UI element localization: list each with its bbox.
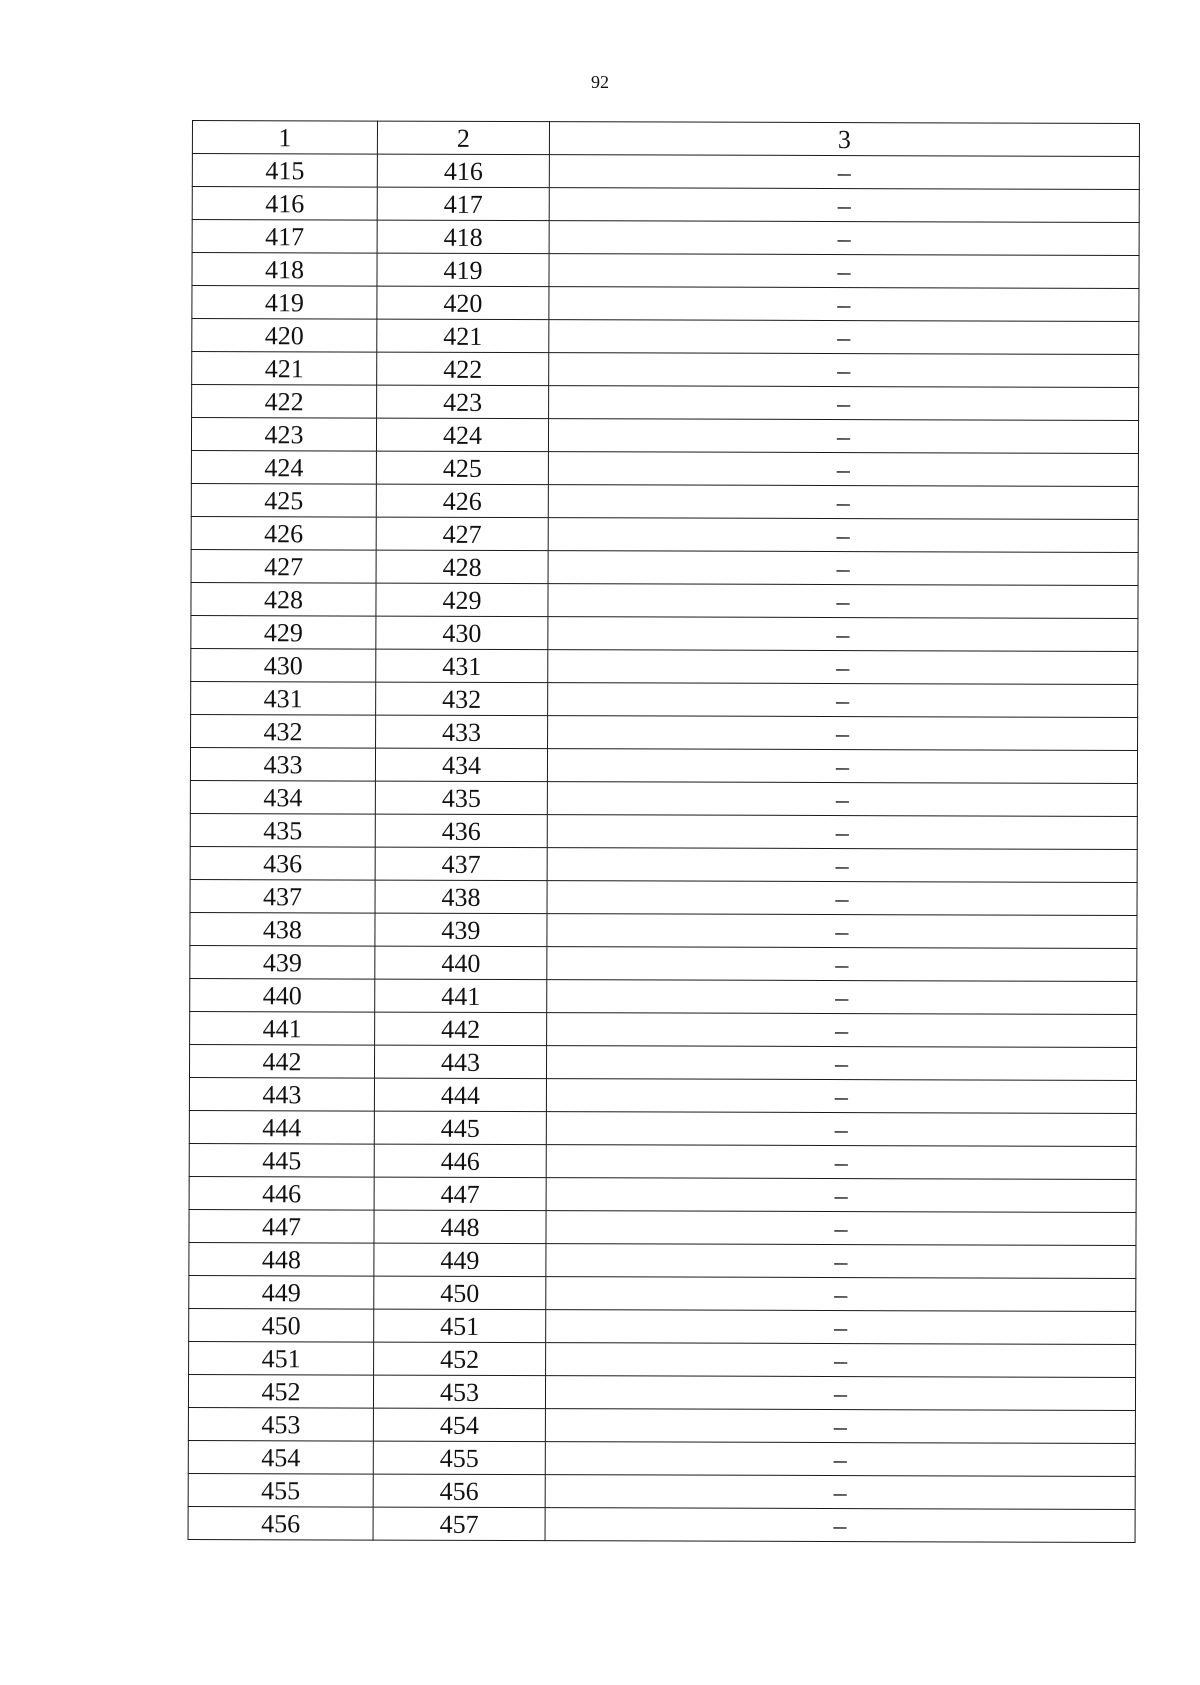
page-number: 92 [591, 72, 609, 92]
table-cell-col-3: – [549, 287, 1139, 322]
table-header-row [192, 121, 1139, 157]
table-cell-col-3: – [546, 1211, 1136, 1246]
table-row [191, 450, 1138, 486]
table-cell-col-3: – [546, 1277, 1136, 1312]
table-cell-col-2: 433 [376, 715, 548, 749]
table-cell-col-3: – [546, 1343, 1136, 1378]
table-cell-col-2: 422 [377, 352, 549, 386]
table-cell-col-1: 443 [189, 1077, 374, 1111]
table-row [189, 1110, 1136, 1146]
table-cell-col-1: 429 [191, 615, 376, 649]
table-row [190, 912, 1137, 948]
table-cell-col-3: – [547, 782, 1137, 817]
table-cell-col-1: 431 [191, 681, 376, 715]
table-cell-col-1: 427 [191, 549, 376, 583]
table-row [191, 714, 1138, 750]
table-cell-col-1: 444 [189, 1110, 374, 1144]
table-row [189, 1209, 1136, 1245]
table-row [188, 1440, 1135, 1476]
table-cell-col-1: 450 [189, 1308, 374, 1342]
table-cell-col-2: 435 [375, 781, 547, 815]
table-cell-col-2: 423 [377, 385, 549, 419]
table-row [188, 1374, 1135, 1410]
table-cell-col-2: 418 [377, 220, 549, 254]
table-cell-col-2: 429 [376, 583, 548, 617]
table-cell-col-3: – [546, 1178, 1136, 1213]
table-row [190, 978, 1137, 1014]
table-row [189, 1341, 1136, 1377]
table-cell-col-2: 440 [375, 946, 547, 980]
table-cell-col-1: 456 [188, 1506, 373, 1540]
table-cell-col-2: 437 [375, 847, 547, 881]
table-cell-col-1: 417 [192, 220, 377, 254]
table-row [189, 1077, 1136, 1113]
table-cell-col-1: 442 [189, 1044, 374, 1078]
table-cell-col-3: – [547, 848, 1137, 883]
table-cell-col-3: – [548, 419, 1138, 454]
table-row [190, 813, 1137, 849]
table-cell-col-1: 419 [192, 286, 377, 320]
table-cell-col-2: 456 [373, 1474, 545, 1508]
table-row [191, 516, 1138, 552]
table-row [191, 615, 1138, 651]
table-cell-col-1: 446 [189, 1176, 374, 1210]
table-row [191, 648, 1138, 684]
table-row [192, 319, 1139, 355]
table-cell-col-3: – [547, 1013, 1137, 1048]
table-cell-col-2: 441 [375, 979, 547, 1013]
table-row [191, 483, 1138, 519]
table-cell-col-3: – [545, 1508, 1135, 1543]
table-cell-col-1: 424 [191, 450, 376, 484]
table-cell-col-2: 421 [377, 319, 549, 353]
table-cell-col-2: 430 [376, 616, 548, 650]
table-cell-col-1: 415 [192, 154, 377, 188]
table-row [189, 1176, 1136, 1212]
table-cell-col-3: – [549, 386, 1139, 421]
table-row [192, 187, 1139, 223]
table-cell-col-2: 416 [377, 154, 549, 188]
table-cell-col-1: 451 [189, 1341, 374, 1375]
table-cell-col-3: – [545, 1475, 1135, 1510]
table-cell-col-3: – [547, 749, 1137, 784]
table-row [190, 846, 1137, 882]
table-cell-col-2: 427 [376, 517, 548, 551]
table-row [192, 154, 1139, 190]
table-cell-col-3: – [548, 551, 1138, 586]
table-cell-col-3: – [548, 485, 1138, 520]
table-cell-col-3: – [546, 1145, 1136, 1180]
table-cell-col-3: – [545, 1442, 1135, 1477]
table-cell-col-3: – [547, 881, 1137, 916]
table-row [192, 286, 1139, 322]
table-cell-col-2: 457 [373, 1507, 545, 1541]
table-cell-col-2: 420 [377, 286, 549, 320]
table-cell-col-2: 428 [376, 550, 548, 584]
table-cell-col-3: – [546, 1310, 1136, 1345]
table-cell-col-1: 436 [190, 846, 375, 880]
table-cell-col-1: 423 [191, 418, 376, 452]
table-cell-col-1: 422 [192, 385, 377, 419]
table-cell-col-1: 448 [189, 1242, 374, 1276]
data-table [188, 120, 1140, 1543]
table-body [188, 154, 1139, 1543]
table-cell-col-2: 426 [376, 484, 548, 518]
column-header-1: 1 [192, 121, 377, 155]
table-cell-col-1: 440 [190, 978, 375, 1012]
table-row [190, 879, 1137, 915]
table-row [188, 1473, 1135, 1509]
table-cell-col-2: 436 [375, 814, 547, 848]
table-cell-col-3: – [549, 188, 1139, 223]
table-cell-col-2: 419 [377, 253, 549, 287]
table-cell-col-3: – [545, 1376, 1135, 1411]
table-cell-col-2: 431 [376, 649, 548, 683]
table-cell-col-2: 454 [373, 1408, 545, 1442]
table-cell-col-1: 439 [190, 945, 375, 979]
table-cell-col-3: – [545, 1409, 1135, 1444]
table-cell-col-3: – [548, 617, 1138, 652]
table-cell-col-3: – [548, 518, 1138, 553]
table-cell-col-3: – [548, 683, 1138, 718]
table-cell-col-3: – [549, 254, 1139, 289]
table-row [190, 1011, 1137, 1047]
column-header-2: 2 [377, 121, 549, 155]
table-cell-col-2: 449 [374, 1243, 546, 1277]
table-cell-col-1: 455 [188, 1473, 373, 1507]
table-cell-col-3: – [549, 221, 1139, 256]
table-cell-col-2: 450 [374, 1276, 546, 1310]
table-cell-col-1: 445 [189, 1143, 374, 1177]
table-cell-col-3: – [549, 353, 1139, 388]
table-cell-col-3: – [546, 1046, 1136, 1081]
table-cell-col-2: 444 [374, 1078, 546, 1112]
table-cell-col-1: 435 [190, 813, 375, 847]
table-cell-col-3: – [548, 584, 1138, 619]
table-cell-col-1: 449 [189, 1275, 374, 1309]
table-cell-col-1: 428 [191, 582, 376, 616]
table-row [189, 1143, 1136, 1179]
table-row [189, 1242, 1136, 1278]
table-cell-col-2: 445 [374, 1111, 546, 1145]
table-row [192, 253, 1139, 289]
table-row [189, 1044, 1136, 1080]
table-cell-col-3: – [546, 1112, 1136, 1147]
table-cell-col-3: – [548, 716, 1138, 751]
table-cell-col-2: 432 [376, 682, 548, 716]
table-cell-col-1: 421 [192, 352, 377, 386]
table-cell-col-2: 451 [374, 1309, 546, 1343]
table-row [192, 385, 1139, 421]
table-row [191, 681, 1138, 717]
table-row [188, 1506, 1135, 1542]
table-cell-col-2: 452 [374, 1342, 546, 1376]
table-cell-col-2: 446 [374, 1144, 546, 1178]
table-cell-col-2: 439 [375, 913, 547, 947]
table-cell-col-3: – [548, 650, 1138, 685]
table-row [189, 1275, 1136, 1311]
table-row [192, 220, 1139, 256]
table-cell-col-1: 430 [191, 648, 376, 682]
table-cell-col-2: 453 [373, 1375, 545, 1409]
table-row [190, 780, 1137, 816]
table-cell-col-1: 447 [189, 1209, 374, 1243]
table-cell-col-2: 438 [375, 880, 547, 914]
table-cell-col-2: 447 [374, 1177, 546, 1211]
table-cell-col-3: – [549, 320, 1139, 355]
table-cell-col-3: – [547, 914, 1137, 949]
table-cell-col-1: 420 [192, 319, 377, 353]
table-row [189, 1308, 1136, 1344]
table-cell-col-2: 442 [375, 1012, 547, 1046]
table-cell-col-3: – [546, 1244, 1136, 1279]
table-cell-col-1: 433 [190, 747, 375, 781]
table-row [190, 747, 1137, 783]
table-cell-col-1: 438 [190, 912, 375, 946]
table-cell-col-1: 426 [191, 516, 376, 550]
table-cell-col-1: 441 [190, 1011, 375, 1045]
table-cell-col-3: – [547, 947, 1137, 982]
table-cell-col-2: 448 [374, 1210, 546, 1244]
table-cell-col-3: – [546, 1079, 1136, 1114]
table-cell-col-2: 425 [376, 451, 548, 485]
table-cell-col-2: 443 [374, 1045, 546, 1079]
table-cell-col-1: 434 [190, 780, 375, 814]
table-cell-col-3: – [547, 980, 1137, 1015]
table-cell-col-3: – [547, 815, 1137, 850]
table-cell-col-3: – [549, 155, 1139, 190]
table-row [191, 582, 1138, 618]
table-cell-col-1: 454 [188, 1440, 373, 1474]
table-row [188, 1407, 1135, 1443]
table-row [192, 352, 1139, 388]
table-row [191, 418, 1138, 454]
table-cell-col-2: 434 [375, 748, 547, 782]
table-cell-col-3: – [548, 452, 1138, 487]
table-cell-col-2: 424 [376, 418, 548, 452]
table-cell-col-1: 437 [190, 879, 375, 913]
table-cell-col-1: 425 [191, 483, 376, 517]
column-header-3: 3 [549, 122, 1139, 157]
table-cell-col-2: 455 [373, 1441, 545, 1475]
table-row [190, 945, 1137, 981]
table-cell-col-1: 418 [192, 253, 377, 287]
table-cell-col-1: 432 [191, 714, 376, 748]
table-cell-col-1: 453 [188, 1407, 373, 1441]
table-cell-col-1: 452 [188, 1374, 373, 1408]
table-cell-col-2: 417 [377, 187, 549, 221]
table-cell-col-1: 416 [192, 187, 377, 221]
table-row [191, 549, 1138, 585]
